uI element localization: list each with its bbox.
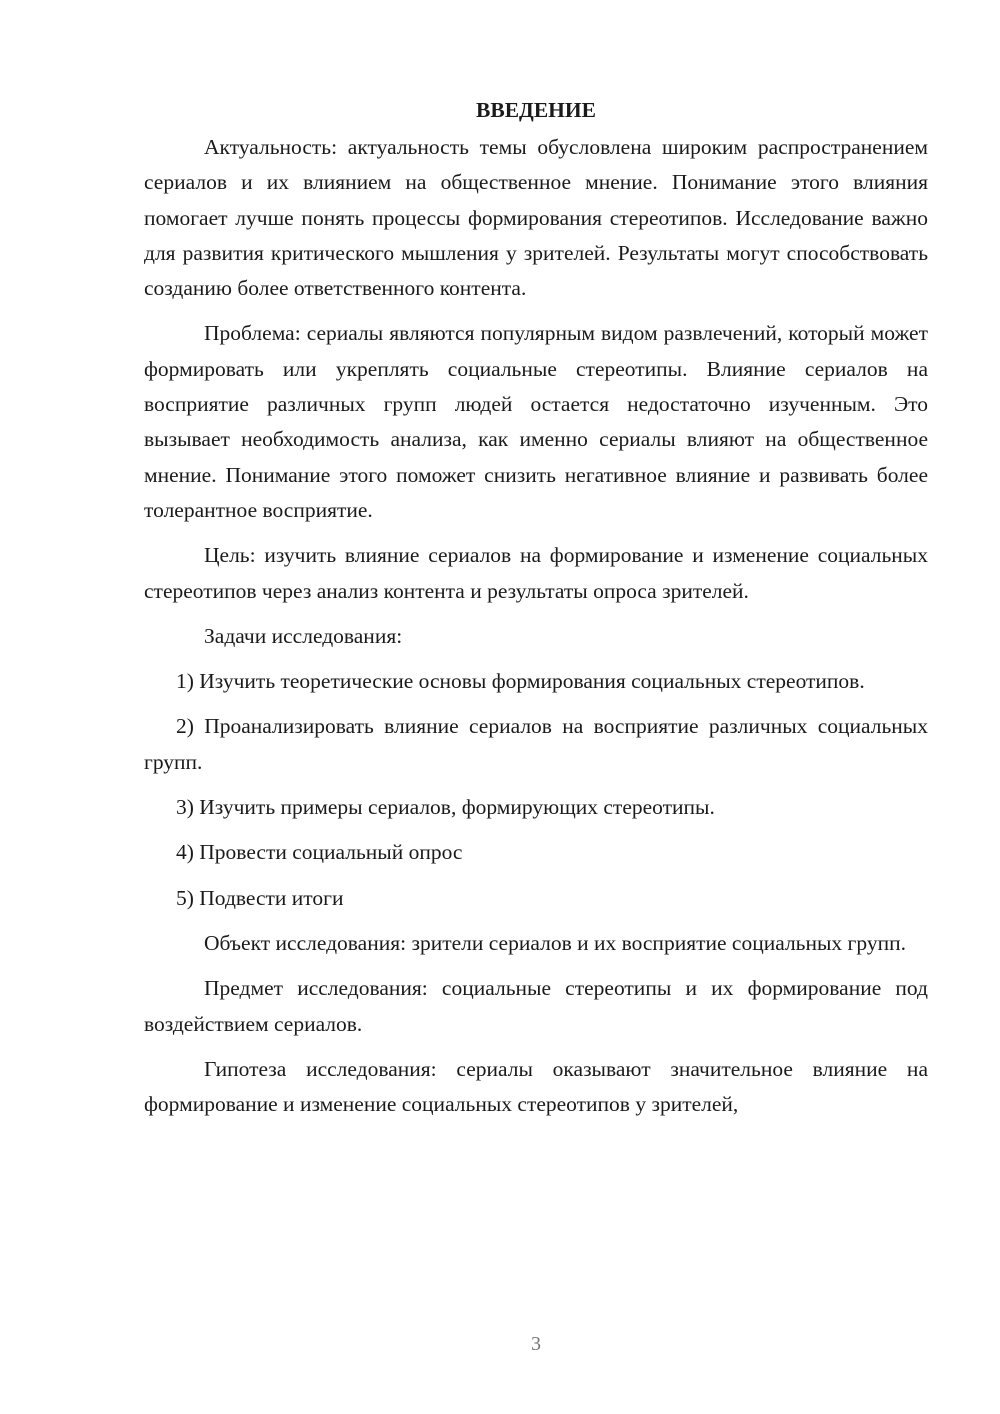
tasks-heading: Задачи исследования: [204,623,403,648]
page-number: 3 [531,1333,541,1355]
object-paragraph: Объект исследования: зрители сериалов и их восприятие социальных групп. [204,930,906,955]
subject-paragraph: Предмет исследования: социальные стереотипы и их формирование под воздействием сериалов. [144,976,928,1036]
list-item: 5) Подвести итоги [176,885,344,910]
problem-paragraph: Проблема: сериалы являются популярным видом развлечений, который может формировать или укреплять социальные стереотипы. Влияние сериалов на восприятие различных групп людей остается недостаточно изученным. Это вызывает необходимость анализа, как именно сериалы влияют на общественное мнение. Понимание этого поможет снизить негативное влияние и развивать более толерантное восприятие. [144,321,928,522]
list-item: 4) Провести социальный опрос [176,840,463,865]
list-item: 1) Изучить теоретические основы формирования социальных стереотипов. [176,669,865,694]
page-body [144,92,928,1132]
goal-paragraph: Цель: изучить влияние сериалов на формирование и изменение социальных стереотипов через анализ контента и результаты опроса зрителей. [144,543,928,603]
list-item: 3) Изучить примеры сериалов, формирующих стереотипы. [176,795,715,820]
relevance-paragraph: Актуальность: актуальность темы обусловлена широким распространением сериалов и их влиянием на общественное мнение. Понимание этого влияния помогает лучше понять процессы формирования стереотипов. Исследование важно для развития критического мышления у зрителей. Результаты могут способствовать созданию более ответственного контента. [144,135,928,301]
list-item: 2) Проанализировать влияние сериалов на восприятие различных социальных групп. [144,714,928,774]
hypothesis-paragraph: Гипотеза исследования: сериалы оказывают значительное влияние на формирование и изменение социальных стереотипов у зрителей, [144,1056,928,1117]
page-title: ВВЕДЕНИЕ [476,98,596,122]
tasks-list [144,664,928,916]
